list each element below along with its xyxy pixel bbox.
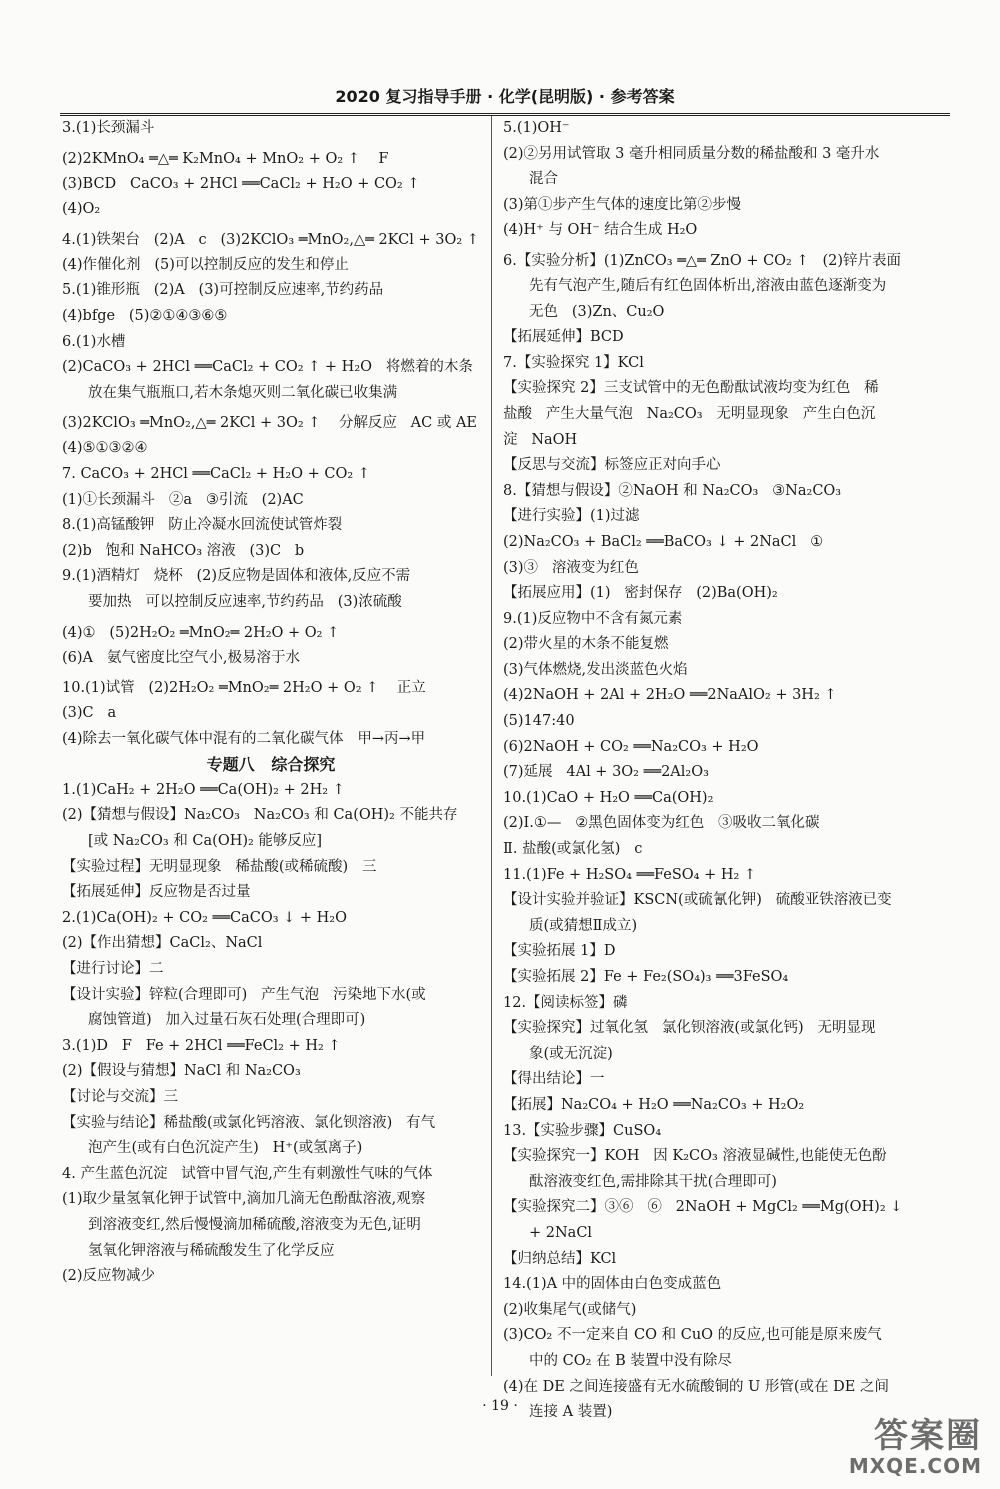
answer-line: 腐蚀管道) 加入过量石灰石处理(合理即可) [88,1012,366,1029]
watermark-logo: 答案圈 [874,1416,982,1456]
answer-line: (2)Na₂CO₃ + BaCl₂ ══BaCO₃ ↓ + 2NaCl ① [503,533,824,550]
answer-line: 【得出结论】一 [503,1071,605,1088]
answer-line: 14.(1)A 中的固体由白色变成蓝色 [503,1276,722,1293]
answer-line: 【归纳总结】KCl [503,1250,617,1267]
answer-line: 4.(1)铁架台 (2)A c (3)2KClO₃ ═MnO₂,△═ 2KCl + 3O₂ ↑ [62,231,479,248]
answer-line: (1)①长颈漏斗 ②a ③引流 (2)AC [62,491,304,508]
answer-line: (4)在 DE 之间连接盛有无水硫酸铜的 U 形管(或在 DE 之间 [503,1378,889,1395]
answer-line: (3)③ 溶液变为红色 [503,559,639,576]
answer-line: 5.(1)锥形瓶 (2)A (3)可控制反应速率,节约药品 [62,282,384,299]
column-divider [491,116,492,1376]
answer-line: (4)除去一氧化碳气体中混有的二氧化碳气体 甲→丙→甲 [62,730,426,747]
answer-line: 【设计实验并验证】KSCN(或硫氰化钾) 硫酸亚铁溶液已变 [503,892,892,909]
answer-line: (4)O₂ [62,201,101,218]
left-column [62,116,480,1290]
answer-line: (2)【假设与猜想】NaCl 和 Na₂CO₃ [62,1063,301,1080]
answer-line: (6)A 氨气密度比空气小,极易溶于水 [62,649,300,666]
answer-line: 11.(1)Fe + H₂SO₄ ══FeSO₄ + H₂ ↑ [503,866,757,883]
answer-line: 酞溶液变红色,需排除其干扰(合理即可) [529,1173,777,1190]
answer-line: 10.(1)试管 (2)2H₂O₂ ═MnO₂═ 2H₂O + O₂ ↑ 正立 [62,680,426,697]
answer-line: (2)b 饱和 NaHCO₃ 溶液 (3)C b [62,542,305,559]
answer-line: 盐酸 产生大量气泡 Na₂CO₃ 无明显现象 产生白色沉 [503,405,876,422]
answer-line: (4)⑤①③②④ [62,440,148,457]
answer-line: (2)【作出猜想】CaCl₂、NaCl [62,935,263,952]
answer-line: 6.(1)水槽 [62,333,126,350]
answer-line: 4. 产生蓝色沉淀 试管中冒气泡,产生有刺激性气味的气体 [62,1165,433,1182]
answer-line: 到溶液变红,然后慢慢滴加稀硫酸,溶液变为无色,证明 [88,1216,421,1233]
answer-line: 6.【实验分析】(1)ZnCO₃ ═△═ ZnO + CO₂ ↑ (2)锌片表面 [503,252,901,269]
answer-line: (1)取少量氢氧化钾于试管中,滴加几滴无色酚酞溶液,观察 [62,1191,426,1208]
answer-line: 1.(1)CaH₂ + 2H₂O ══Ca(OH)₂ + 2H₂ ↑ [62,781,345,798]
answer-line: (2)②另用试管取 3 毫升相同质量分数的稀盐酸和 3 毫升水 [503,145,880,162]
answer-line: 【进行讨论】二 [62,961,164,978]
answer-line: 5.(1)OH⁻ [503,120,570,136]
answer-line: (2)【猜想与假设】Na₂CO₃ Na₂CO₃ 和 Ca(OH)₂ 不能共存 [62,807,458,824]
answer-line: 无色 (3)Zn、Cu₂O [529,303,665,320]
answer-line: 【实验探究 2】三支试管中的无色酚酞试液均变为红色 稀 [503,380,879,397]
answer-line: 【实验探究】过氧化氢 氯化钡溶液(或氯化钙) 无明显现 [503,1020,876,1037]
answer-line: (4)① (5)2H₂O₂ ═MnO₂═ 2H₂O + O₂ ↑ [62,624,340,641]
page-number: · 19 · [482,1398,518,1414]
answer-line: (2)CaCO₃ + 2HCl ══CaCl₂ + CO₂ ↑ + H₂O 将燃着的木条 [62,359,473,376]
answer-line: 象(或无沉淀) [529,1045,613,1062]
answer-line: 8.(1)高锰酸钾 防止冷凝水回流使试管炸裂 [62,517,343,534]
answer-line: (4)H⁺ 与 OH⁻ 结合生成 H₂O [503,222,698,239]
answer-line: 淀 NaOH [503,431,578,448]
answer-line: 【讨论与交流】三 [62,1089,178,1105]
answer-line: 【实验拓展 2】Fe + Fe₂(SO₄)₃ ══3FeSO₄ [503,969,789,985]
answer-line: (3)C a [62,705,117,722]
answer-line: 【实验探究一】KOH 因 K₂CO₃ 溶液显碱性,也能使无色酚 [503,1148,887,1165]
answer-line: 7. CaCO₃ + 2HCl ══CaCl₂ + H₂O + CO₂ ↑ [62,465,370,482]
answer-line: (3)BCD CaCO₃ + 2HCl ══CaCl₂ + H₂O + CO₂ ↑ [62,175,420,192]
answer-line: 10.(1)CaO + H₂O ══Ca(OH)₂ [503,789,714,806]
answer-line: (2)2KMnO₄ ═△═ K₂MnO₄ + MnO₂ + O₂ ↑ F [62,150,389,167]
answer-line: 泡产生(或有白色沉淀产生) H⁺(或氢离子) [88,1140,363,1157]
answer-line: 12.【阅读标签】磷 [503,994,628,1011]
answer-line: (3)气体燃烧,发出淡蓝色火焰 [503,661,688,678]
answer-line: (4)bfge (5)②①④③⑥⑤ [62,307,228,324]
answer-line: (4)2NaOH + 2Al + 2H₂O ══2NaAlO₂ + 3H₂ ↑ [503,687,837,704]
answer-line: 要加热 可以控制反应速率,节约药品 (3)浓硫酸 [88,593,402,610]
answer-line: + 2NaCl [529,1224,593,1241]
answer-line: (2)Ⅰ.①— ②黑色固体变为红色 ③吸收二氧化碳 [503,815,820,832]
answer-line: Ⅱ. 盐酸(或氯化氢) c [503,841,643,858]
answer-line: (3)CO₂ 不一定来自 CO 和 CuO 的反应,也可能是原来废气 [503,1327,882,1344]
answer-line: 【进行实验】(1)过滤 [503,508,640,525]
answer-line: 3.(1)长颈漏斗 [62,120,155,136]
answer-line: 【拓展延伸】反应物是否过量 [62,884,251,901]
answer-line: 8.【猜想与假设】②NaOH 和 Na₂CO₃ ③Na₂CO₃ [503,482,842,499]
answer-line: 【拓展应用】(1) 密封保存 (2)Ba(OH)₂ [503,585,778,602]
answer-line: 9.(1)反应物中不含有氮元素 [503,610,683,627]
answer-line: 【实验探究二】③⑥ ⑥ 2NaOH + MgCl₂ ══Mg(OH)₂ ↓ [503,1199,903,1216]
answer-line: 混合 [529,171,558,188]
answer-line: (6)2NaOH + CO₂ ══Na₂CO₃ + H₂O [503,738,759,755]
answer-line: 质(或猜想Ⅱ成立) [529,917,638,934]
watermark-url: MXQE.COM [848,1454,982,1478]
answer-line: 先有气泡产生,随后有红色固体析出,溶液由蓝色逐渐变为 [529,277,887,294]
answer-line: 氢氧化钾溶液与稀硫酸发生了化学反应 [88,1242,335,1259]
section-heading: 专题八 综合探究 [206,755,336,775]
answer-line: 【实验与结论】稀盐酸(或氯化钙溶液、氯化钡溶液) 有气 [62,1114,436,1131]
answer-line: (7)延展 4Al + 3O₂ ══2Al₂O₃ [503,764,709,781]
answer-line: (5)147:40 [503,713,575,730]
answer-line: 【拓展】Na₂CO₄ + H₂O ══Na₂CO₃ + H₂O₂ [503,1096,805,1113]
answer-line: 连接 A 装置) [529,1404,613,1421]
answer-line: 中的 CO₂ 在 B 装置中没有除尽 [529,1352,732,1369]
answer-line: 13.【实验步骤】CuSO₄ [503,1122,662,1139]
answer-line: 【实验过程】无明显现象 稀盐酸(或稀硫酸) 三 [62,858,377,875]
answer-line: 9.(1)酒精灯 烧杯 (2)反应物是固体和液体,反应不需 [62,568,411,585]
watermark [782,1418,982,1478]
right-column [503,116,953,1426]
page-header: 2020 复习指导手册 · 化学(昆明版) · 参考答案 [335,87,675,106]
answer-line: 7.【实验探究 1】KCl [503,354,644,371]
answer-line: 【设计实验】锌粒(合理即可) 产生气泡 污染地下水(或 [62,986,426,1003]
answer-line: 2.(1)Ca(OH)₂ + CO₂ ══CaCO₃ ↓ + H₂O [62,909,348,926]
answer-line: 【实验拓展 1】D [503,943,616,960]
answer-line: (2)反应物减少 [62,1268,156,1285]
answer-line: (2)带火星的木条不能复燃 [503,636,669,653]
answer-line: 【拓展延伸】BCD [503,329,624,346]
answer-line: 【反思与交流】标签应正对向手心 [503,457,721,474]
answer-line: (4)作催化剂 (5)可以控制反应的发生和停止 [62,256,349,273]
answer-line: (3)第①步产生气体的速度比第②步慢 [503,196,742,213]
answer-line: (3)2KClO₃ ═MnO₂,△═ 2KCl + 3O₂ ↑ 分解反应 AC 或 AE [62,415,478,432]
answer-line: 放在集气瓶瓶口,若木条熄灭则二氧化碳已收集满 [88,384,398,401]
answer-line: (2)收集尾气(或储气) [503,1301,637,1318]
answer-line: 3.(1)D F Fe + 2HCl ══FeCl₂ + H₂ ↑ [62,1037,341,1054]
answer-line: [或 Na₂CO₃ 和 Ca(OH)₂ 能够反应] [88,833,323,850]
